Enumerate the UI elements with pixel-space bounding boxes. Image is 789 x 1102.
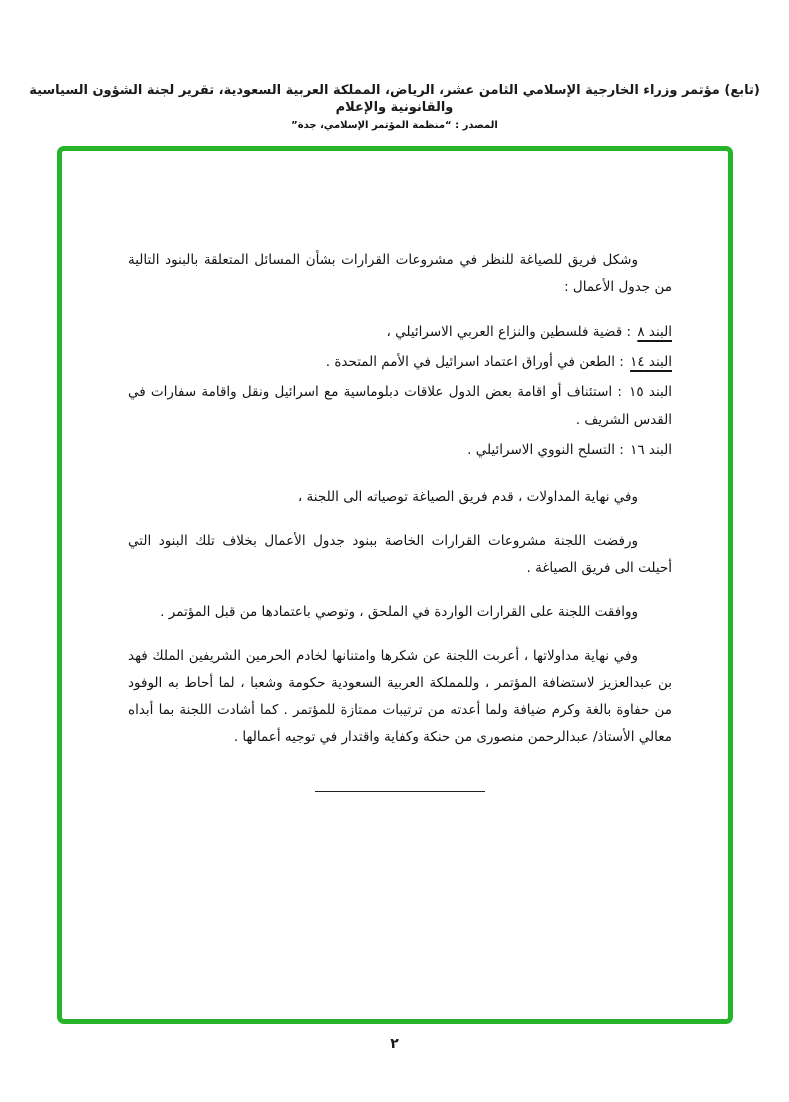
agenda-item-text: : التسلح النووي الاسرائيلي .: [467, 442, 624, 458]
agenda-item-14: [128, 348, 672, 376]
page-number: ٢: [390, 1036, 399, 1052]
agenda-item-15: [128, 378, 672, 434]
body-paragraph: وفي نهاية مداولاتها ، أعربت اللجنة عن شكرها وامتنانها لخادم الحرمين الشريفين الملك فهد بن عبدالعزيز لاستضافة المؤتمر ، وللمملكة العربية السعودية حكومة وشعبا ، لما أحاط به الوفود من حفاوة بالغة وكرم ضيافة ولما أعدته من ترتيبات ممتازة للمؤتمر . كما أشادت اللجنة بما أبداه معالي الأستاذ/ عبدالرحمن منصورى من حنكة وكفاية واقتدار في توجيه أعمالها .: [128, 648, 672, 745]
agenda-item-8: [128, 318, 672, 346]
agenda-item-label: البند ١٤: [630, 354, 672, 370]
body-paragraph: ورفضت اللجنة مشروعات القرارات الخاصة ببنود جدول الأعمال بخلاف تلك البنود التي أحيلت الى فريق الصياغة .: [128, 533, 672, 576]
header-title: (تابع) مؤتمر وزراء الخارجية الإسلامي الثامن عشر، الرياض، المملكة العربية السعودية، تقرير لجنة الشؤون السياسية والقانونية والإعلام: [29, 83, 760, 115]
divider-line: [315, 791, 485, 792]
agenda-items-list: [128, 318, 672, 464]
agenda-item-label: البند ١٦: [630, 442, 672, 458]
body-paragraph: ووافقت اللجنة على القرارات الواردة في الملحق ، وتوصي باعتمادها من قبل المؤتمر .: [160, 604, 638, 620]
agenda-item-label: البند ١٥: [629, 384, 672, 400]
document-body: [62, 151, 728, 792]
highlighted-scan-region: [57, 146, 733, 1024]
agenda-item-text: : الطعن في أوراق اعتماد اسرائيل في الأمم المتحدة .: [325, 354, 624, 370]
header-source: المصدر : “منظمة المؤتمر الإسلامي، جدة”: [291, 120, 498, 131]
agenda-item-label: البند ٨: [637, 324, 672, 340]
document-header: [28, 82, 761, 131]
agenda-item-text: : قضية فلسطين والنزاع العربي الاسرائيلي ،: [386, 324, 632, 340]
agenda-item-16: [128, 436, 672, 464]
body-paragraph: وفي نهاية المداولات ، قدم فريق الصياغة توصياته الى اللجنة ،: [297, 489, 638, 505]
intro-paragraph: وشكل فريق للصياغة للنظر في مشروعات القرارات بشأن المسائل المتعلقة بالبنود التالية من جدول الأعمال :: [128, 252, 672, 295]
agenda-item-text: : استئناف أو اقامة بعض الدول علاقات دبلوماسية مع اسرائيل ونقل واقامة سفارات في القدس الشريف .: [128, 384, 672, 428]
